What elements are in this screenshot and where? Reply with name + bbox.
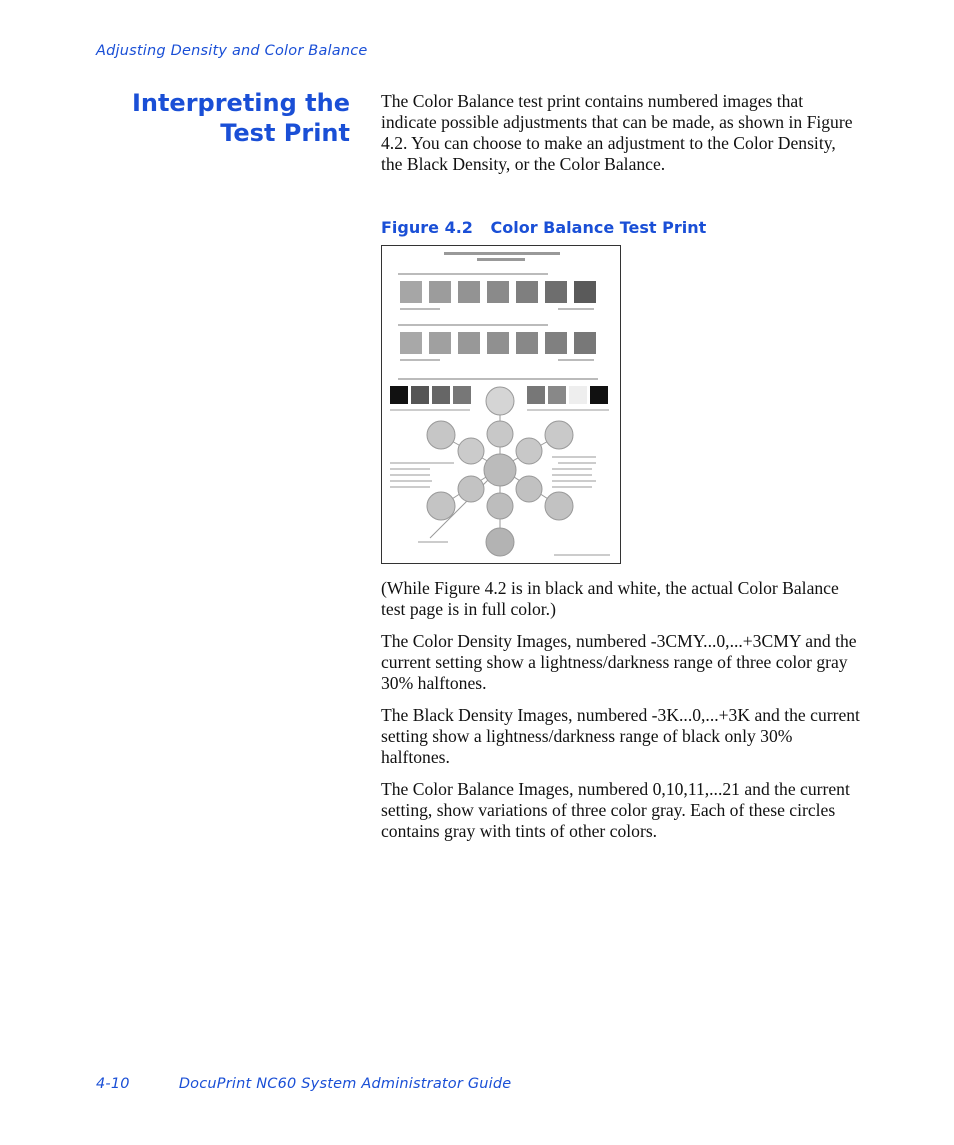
intro-paragraph: The Color Balance test print contains numbered images that indicate possible adjustments that can be made, as shown in Figure 4.2. You can choose to make an adjustment to the Color Density, the Black Density, or the Color Balance. bbox=[381, 91, 853, 174]
color-balance-circles bbox=[427, 387, 573, 556]
color-density-swatches bbox=[400, 281, 596, 303]
guide-title: DocuPrint NC60 System Administrator Guide bbox=[178, 1076, 512, 1092]
figure-number: Figure 4.2 bbox=[381, 218, 473, 237]
running-head: Adjusting Density and Color Balance bbox=[96, 43, 368, 59]
section-title bbox=[120, 88, 350, 148]
paragraph-color-density: The Color Density Images, numbered -3CMY...0,...+3CMY and the current setting show a lightness/darkness range of three color gray 30% halftones. bbox=[381, 631, 857, 693]
body-text bbox=[381, 578, 861, 853]
test-print-figure bbox=[381, 245, 621, 564]
page-number: 4-10 bbox=[96, 1076, 130, 1092]
figure-caption bbox=[381, 218, 706, 237]
section-title-line-1: Interpreting the bbox=[131, 89, 350, 117]
page-footer bbox=[96, 1076, 511, 1092]
test-print-image bbox=[382, 246, 620, 563]
figure-title: Color Balance Test Print bbox=[490, 218, 707, 237]
section-title-line-2: Test Print bbox=[220, 119, 350, 147]
paragraph-color-balance: The Color Balance Images, numbered 0,10,11,...21 and the current setting, show variations of three color gray. Each of these circles contains gray with tints of other colors. bbox=[381, 779, 850, 841]
black-density-swatches bbox=[400, 332, 596, 354]
paragraph-black-density: The Black Density Images, numbered -3K...0,...+3K and the current setting show a lightness/darkness range of black only 30% halftones. bbox=[381, 705, 860, 767]
paragraph-note: (While Figure 4.2 is in black and white, the actual Color Balance test page is in full color.) bbox=[381, 578, 839, 619]
intro-text bbox=[381, 91, 861, 185]
